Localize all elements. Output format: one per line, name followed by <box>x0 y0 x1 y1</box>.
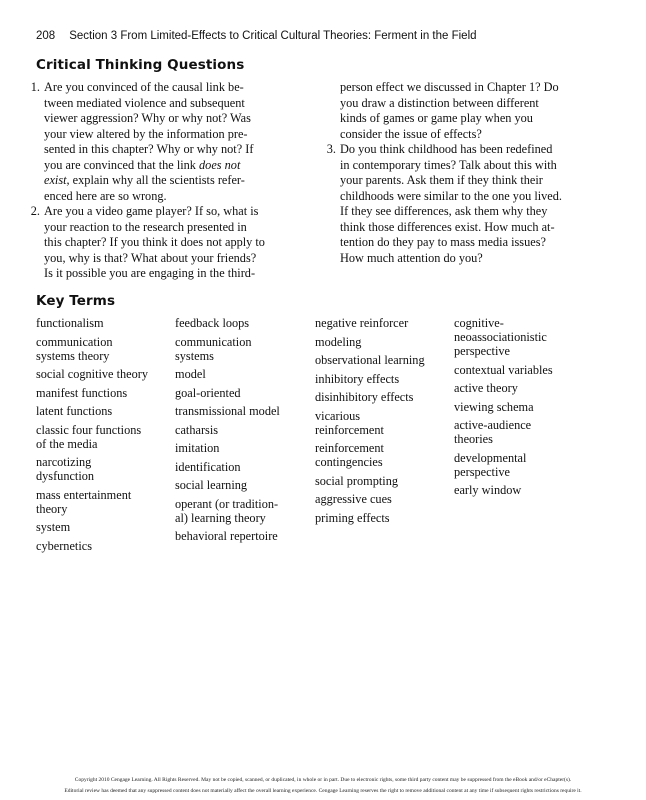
emphasis-text: exist, <box>44 173 70 187</box>
key-term <box>454 483 553 497</box>
question-line <box>316 142 562 158</box>
key-term-line: early window <box>454 483 522 497</box>
key-term <box>36 404 148 418</box>
question-text: you draw a distinction between different <box>340 95 539 110</box>
key-term-line: active-audience <box>454 418 532 432</box>
key-term-line: systems <box>175 348 214 363</box>
key-terms-column-3 <box>315 316 425 529</box>
key-term-line: social prompting <box>315 473 398 488</box>
key-term <box>175 460 280 474</box>
key-term <box>315 441 425 469</box>
question-text: How much attention do you? <box>340 250 483 265</box>
question-text: explain why all the scientists refer- <box>69 173 245 187</box>
question-line <box>20 80 265 96</box>
key-term <box>175 478 280 492</box>
key-term-line: reinforcement <box>315 422 384 437</box>
key-term-line: goal-oriented <box>175 385 241 400</box>
question-text: person effect we discussed in Chapter 1? Do <box>340 80 559 94</box>
key-term <box>454 451 553 479</box>
question-line <box>20 266 265 282</box>
key-term-line: vicarious <box>315 408 361 423</box>
key-term <box>175 386 280 400</box>
question-text: Are you convinced of the causal link be- <box>44 80 244 94</box>
key-term-line: aggressive cues <box>315 492 392 506</box>
key-term <box>175 529 280 543</box>
key-term-line: narcotizing <box>36 455 92 469</box>
question-line <box>20 158 265 174</box>
key-term <box>315 316 425 330</box>
key-term <box>175 423 280 437</box>
question-line <box>20 235 265 251</box>
key-term <box>315 353 425 367</box>
question-line <box>20 173 265 189</box>
question-text: Are you a video game player? If so, what is <box>44 204 259 218</box>
key-term-line: system <box>36 520 71 534</box>
question-text: this chapter? If you think it does not apply to <box>44 235 265 249</box>
key-term <box>315 474 425 488</box>
key-term-line: communication <box>175 334 252 349</box>
question-line <box>316 204 562 220</box>
key-term-line: inhibitory effects <box>315 371 400 386</box>
key-term-line: social learning <box>175 478 248 492</box>
key-term-line: disinhibitory effects <box>315 390 414 404</box>
emphasis-text: does not <box>199 157 241 172</box>
page-number: 208 <box>36 30 56 42</box>
key-term-line: cybernetics <box>36 538 92 553</box>
question-line <box>20 204 265 220</box>
copyright-footer-line-2: Editorial review has deemed that any suppressed content does not materially affect the overall learning experience. Cengage Learning reserves the right to remove additional content at any time if subsequent rights restrictions require it. <box>64 788 582 794</box>
key-term <box>315 390 425 404</box>
question-line <box>20 96 265 112</box>
key-term <box>175 367 280 381</box>
key-term <box>315 335 425 349</box>
question-text: If they see differences, ask them why they <box>340 204 548 218</box>
question-text: your parents. Ask them if they think their <box>340 173 543 187</box>
question-text: tention do they pay to mass media issues? <box>340 235 546 249</box>
question-text: enced here are so wrong. <box>44 188 167 203</box>
question-line <box>316 80 562 96</box>
key-term-line: catharsis <box>175 422 219 437</box>
key-term <box>315 492 425 506</box>
question-text: you are convinced that the link <box>44 157 200 172</box>
running-title: Section 3 From Limited-Effects to Critical Cultural Theories: Ferment in the Field <box>69 30 477 42</box>
key-term-line: contextual variables <box>454 362 553 377</box>
key-term <box>36 335 148 363</box>
key-term <box>36 520 148 534</box>
key-term <box>175 497 280 525</box>
question-line <box>20 111 265 127</box>
questions-column-2 <box>316 80 562 266</box>
key-term-line: of the media <box>36 436 98 451</box>
key-term-line: transmissional model <box>175 404 280 418</box>
question-line <box>316 251 562 267</box>
question-line <box>20 189 265 205</box>
key-term-line: latent functions <box>36 404 113 418</box>
key-term <box>454 363 553 377</box>
question-text: think those differences exist. How much at- <box>340 219 555 234</box>
copyright-footer-line-1: Copyright 2010 Cengage Learning. All Rights Reserved. May not be copied, scanned, or duplicated, in whole or in part. Due to electronic rights, some third party content may be suppressed from the eBook and/or eChapter(s). <box>74 777 572 783</box>
question-line <box>20 251 265 267</box>
key-term <box>36 316 148 330</box>
question-line <box>316 96 562 112</box>
key-term <box>36 539 148 553</box>
question-line <box>316 111 562 127</box>
key-term-line: modeling <box>315 334 362 349</box>
key-term <box>175 441 280 455</box>
key-term <box>36 386 148 400</box>
question-line <box>316 189 562 205</box>
key-term-line: cognitive- <box>454 316 504 330</box>
question-line <box>316 173 562 189</box>
key-term-line: model <box>175 367 206 381</box>
key-term <box>36 423 148 451</box>
key-term-line: perspective <box>454 344 510 358</box>
key-term-line: reinforcement <box>315 441 384 455</box>
question-text: your view altered by the information pre- <box>44 126 248 141</box>
key-term <box>454 418 553 446</box>
key-term <box>175 404 280 418</box>
question-line <box>316 220 562 236</box>
key-term <box>36 367 148 381</box>
question-line <box>20 142 265 158</box>
question-text: Do you think childhood has been redefined <box>340 142 553 156</box>
running-header <box>36 30 477 42</box>
key-term-line: dysfunction <box>36 469 95 483</box>
key-term <box>36 455 148 483</box>
question-text: tween mediated violence and subsequent <box>44 95 245 110</box>
key-term-line: al) learning theory <box>175 510 266 525</box>
key-term-line: active theory <box>454 381 518 395</box>
question-text: in contemporary times? Talk about this with <box>340 157 557 172</box>
key-term-line: neoassociationistic <box>454 330 547 344</box>
key-term-line: systems theory <box>36 348 110 363</box>
question-text: your reaction to the research presented in <box>44 219 247 234</box>
key-term-line: perspective <box>454 464 510 479</box>
question-text: consider the issue of effects? <box>340 126 482 141</box>
key-term-line: feedback loops <box>175 316 250 330</box>
question-line <box>20 220 265 236</box>
key-term-line: manifest functions <box>36 385 128 400</box>
key-term <box>454 400 553 414</box>
question-line <box>316 235 562 251</box>
key-term-line: communication <box>36 334 113 349</box>
key-term-line: developmental <box>454 450 527 465</box>
key-terms-column-2 <box>175 316 280 548</box>
key-term <box>315 511 425 525</box>
key-term-line: priming effects <box>315 510 390 525</box>
key-term-line: operant (or tradition- <box>175 496 279 511</box>
key-term <box>454 316 553 358</box>
question-text: Is it possible you are engaging in the third- <box>44 266 256 280</box>
key-term-line: mass entertainment <box>36 487 132 502</box>
key-term <box>454 381 553 395</box>
key-term <box>315 372 425 386</box>
critical-thinking-heading: Critical Thinking Questions <box>36 57 245 73</box>
key-term-line: classic four functions <box>36 422 142 437</box>
question-text: you, why is that? What about your friends? <box>44 250 257 265</box>
key-term-line: negative reinforcer <box>315 316 409 330</box>
key-terms-heading: Key Terms <box>36 293 116 309</box>
question-number: 2. <box>30 204 40 218</box>
question-line <box>316 127 562 143</box>
key-term-line: behavioral repertoire <box>175 529 278 543</box>
key-term-line: theories <box>454 432 493 446</box>
key-terms-column-1 <box>36 316 148 557</box>
key-term-line: observational learning <box>315 353 425 367</box>
key-term-line: identification <box>175 459 241 474</box>
key-term <box>175 316 280 330</box>
key-term <box>175 335 280 363</box>
key-term-line: contingencies <box>315 455 383 469</box>
question-line <box>20 127 265 143</box>
question-number: 1. <box>30 80 40 94</box>
key-term-line: theory <box>36 501 68 516</box>
questions-column-1 <box>20 80 265 282</box>
key-term <box>315 409 425 437</box>
question-number: 3. <box>326 142 336 156</box>
key-terms-column-4 <box>454 316 553 502</box>
key-term-line: viewing schema <box>454 399 534 414</box>
question-text: kinds of games or game play when you <box>340 111 533 125</box>
key-term <box>36 488 148 516</box>
question-text: sented in this chapter? Why or why not? If <box>44 142 254 156</box>
key-term-line: imitation <box>175 441 220 455</box>
key-term-line: social cognitive theory <box>36 367 149 381</box>
question-line <box>316 158 562 174</box>
question-text: childhoods were similar to the one you lived. <box>340 188 562 203</box>
key-term-line: functionalism <box>36 316 104 330</box>
question-text: viewer aggression? Why or why not? Was <box>44 111 251 125</box>
